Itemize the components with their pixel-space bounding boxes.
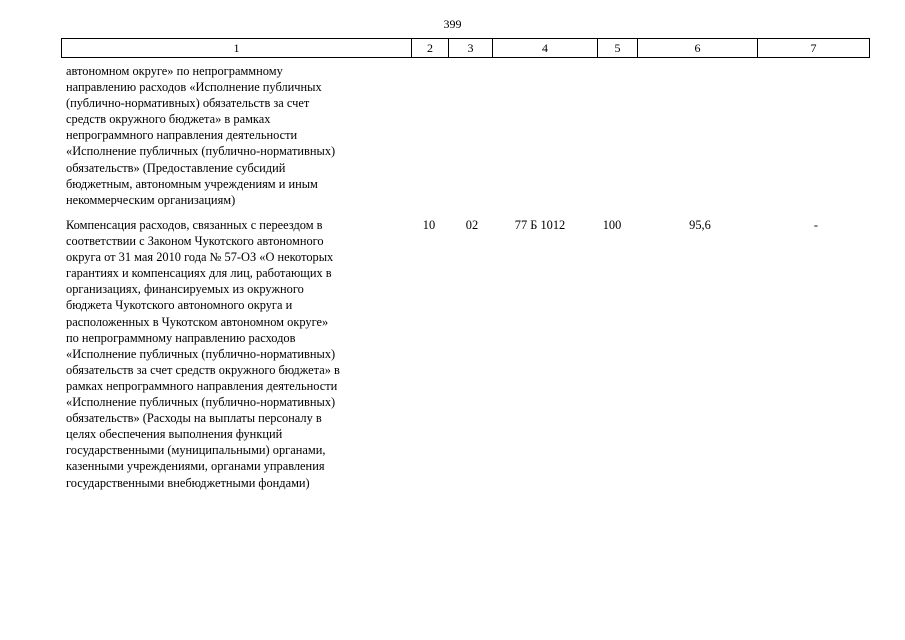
row-subsection: 02 <box>465 218 479 232</box>
column-header-table <box>61 38 870 58</box>
row-expense-type: 100 <box>602 218 622 232</box>
column-header-1: 1 <box>62 39 412 58</box>
row-description: Компенсация расходов, связанных с переездом в соответствии с Законом Чукотского автономного округа от 31 мая 2010 года № 57-ОЗ «О некоторых гарантиях и компенсациях для лиц, работающих в организациях, финансируемых из окружного бюджета Чукотского автономного округа и расположенных в Чукотском автономном округе» по непрограммному направлению расходов «Исполнение публичных (публично-нормативных) обязательств за счет средств окружного бюджета» в рамках непрограммного направления деятельности «Исполнение публичных (публично-нормативных) обязательств» (Расходы на выплаты персоналу в целях обеспечения выполнения функций государственными (муниципальными) органами, казенными учреждениями, органами управления государственными внебюджетными фондами) <box>66 218 340 490</box>
column-header-5: 5 <box>598 39 638 58</box>
row-target-article: 77 Б 1012 <box>514 218 566 232</box>
column-header-6: 6 <box>638 39 758 58</box>
row-amount: 95,6 <box>689 218 711 232</box>
column-header-3: 3 <box>449 39 493 58</box>
continued-row-description: автономном округе» по непрограммному направлению расходов «Исполнение публичных (публично-нормативных) обязательств за счет средств окружного бюджета» в рамках непрограммного направления деятельности «Исполнение публичных (публично-нормативных) обязательств» (Предоставление субсидий бюджетным, автономным учреждениям и иным некоммерческим организациям) <box>66 64 336 207</box>
column-header-7: 7 <box>758 39 870 58</box>
column-header-row <box>62 39 870 58</box>
column-header-2: 2 <box>412 39 449 58</box>
column-header-4: 4 <box>493 39 598 58</box>
row-section: 10 <box>422 218 436 232</box>
page-number: 399 <box>443 17 462 31</box>
row-amount-2: - <box>813 218 819 232</box>
